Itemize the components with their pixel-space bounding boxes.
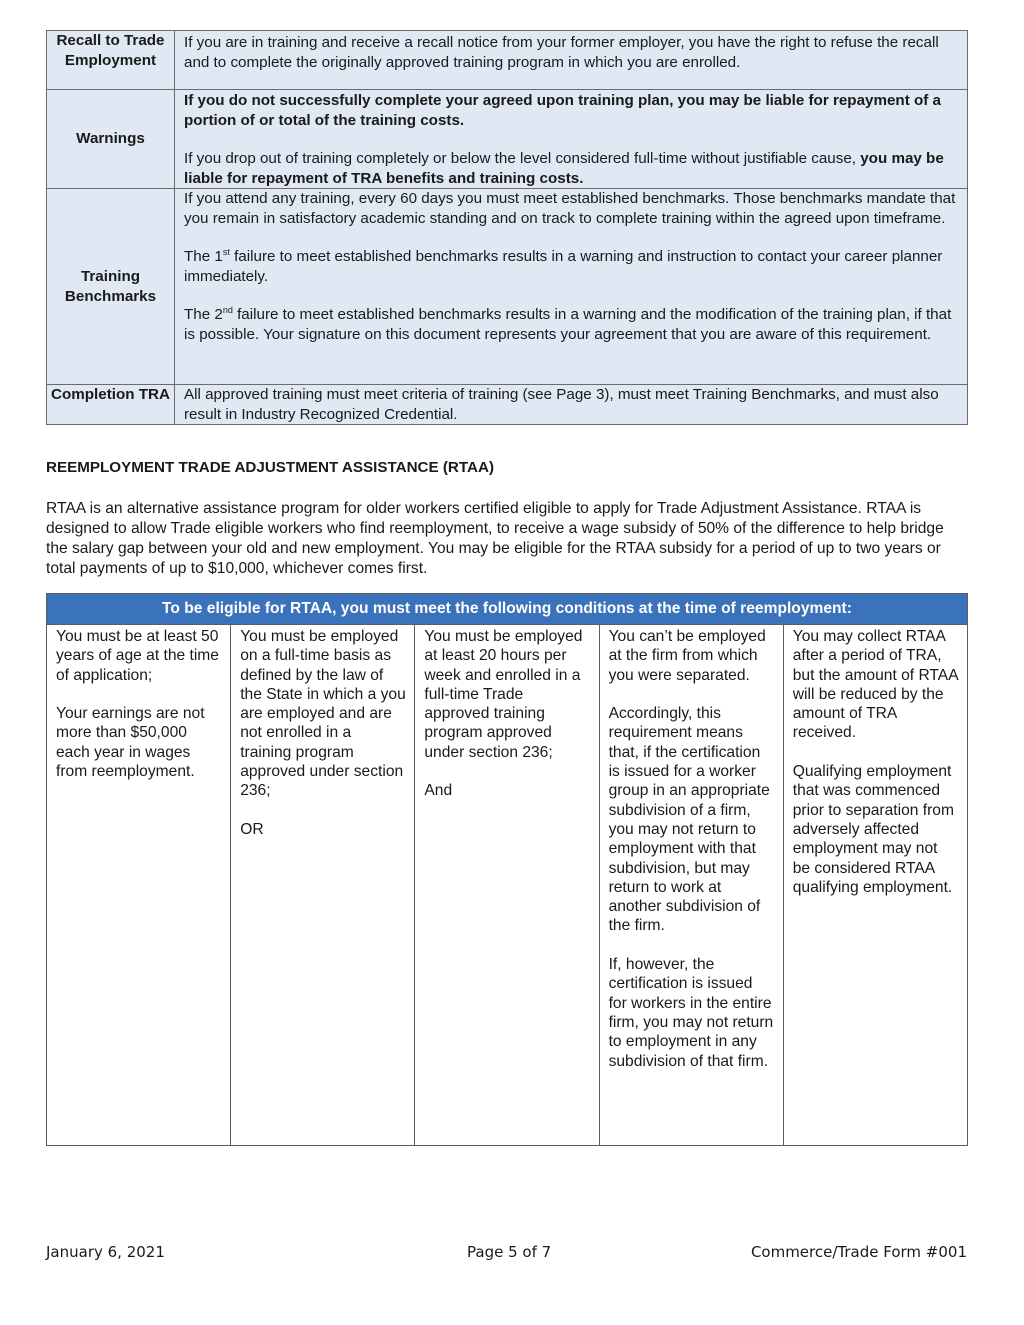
benchmarks-label: Training Benchmarks <box>47 189 175 385</box>
warnings-bold-text: If you do not successfully complete your agreed upon training plan, you may be liable for repayment of a portion of or total of the training costs. <box>184 92 941 129</box>
benchmarks-p3: The 2nd failure to meet established benchmarks results in a warning and the modification of the training plan, if that is possible. Your signature on this document represents your agreement that you are aware of this requirement. <box>184 304 952 343</box>
completion-row <box>47 385 968 425</box>
warnings-plain-text: If you drop out of training completely or below the level considered full-time without justifiable cause, <box>184 150 856 167</box>
condition-age-earnings: You must be at least 50 years of age at the time of application; Your earnings are not more than $50,000 each year in wages from reemployment. <box>47 625 231 1146</box>
completion-label: Completion TRA <box>47 385 175 425</box>
rtaa-table-header: To be eligible for RTAA, you must meet the following conditions at the time of reemployment: <box>47 594 968 625</box>
footer-date: January 6, 2021 <box>46 1243 165 1261</box>
condition-separated-firm: You can’t be employed at the firm from which you were separated. Accordingly, this requirement means that, if the certification is issued for a worker group in an appropriate subdivision of a firm, you may not return to employment with that subdivision, but may return to work at another subdivision of the firm. If, however, the certification is issued for workers in the entire firm, you may not return to employment in any subdivision of that firm. <box>599 625 783 1146</box>
benchmarks-row <box>47 189 968 385</box>
warnings-text <box>175 90 968 189</box>
warnings-bold-tail: you may be liable for repayment of TRA benefits and training costs. <box>184 150 944 187</box>
warnings-row <box>47 90 968 189</box>
warnings-label: Warnings <box>47 90 175 189</box>
condition-part-time-training: You must be employed at least 20 hours per week and enrolled in a full-time Trade approved training program approved under section 236; And <box>415 625 599 1146</box>
recall-text: If you are in training and receive a recall notice from your former employer, you have the right to refuse the recall and to complete the originally approved training program in which you are enrolled. <box>175 31 968 90</box>
benchmarks-p1: If you attend any training, every 60 days you must meet established benchmarks. Those benchmarks mandate that you remain in satisfactory academic standing and on track to complete training within the agreed upon timeframe. <box>184 190 956 227</box>
footer-page-number: Page 5 of 7 <box>467 1243 552 1261</box>
recall-label: Recall to Trade Employment <box>47 31 175 90</box>
rtaa-conditions-table <box>46 593 968 1146</box>
completion-text: All approved training must meet criteria of training (see Page 3), must meet Training Benchmarks, and must also result in Industry Recognized Credential. <box>175 385 968 425</box>
rtaa-paragraph: RTAA is an alternative assistance program for older workers certified eligible to apply for Trade Adjustment Assistance. RTAA is designed to allow Trade eligible workers who find reemployment, to receive a wage subsidy of 50% of the difference to help bridge the salary gap between your old and new employment. You may be eligible for the RTAA subsidy for a period of up to two years or total payments of up to $10,000, whichever comes first. <box>46 500 944 577</box>
condition-after-tra: You may collect RTAA after a period of TRA, but the amount of RTAA will be reduced by the amount of TRA received. Qualifying employment that was commenced prior to separation from adversely affected employment may not be considered RTAA qualifying employment. <box>783 625 967 1146</box>
recall-row <box>47 31 968 90</box>
benchmarks-p2: The 1st failure to meet established benchmarks results in a warning and instruction to contact your career planner immediately. <box>184 246 943 285</box>
training-info-table <box>46 30 968 425</box>
footer-form-number: Commerce/Trade Form #001 <box>750 1243 967 1261</box>
rtaa-heading: REEMPLOYMENT TRADE ADJUSTMENT ASSISTANCE (RTAA) <box>46 459 495 476</box>
benchmarks-text <box>175 189 968 385</box>
condition-full-time: You must be employed on a full-time basis as defined by the law of the State in which a you are employed and are not enrolled in a training program approved under section 236; OR <box>231 625 415 1146</box>
